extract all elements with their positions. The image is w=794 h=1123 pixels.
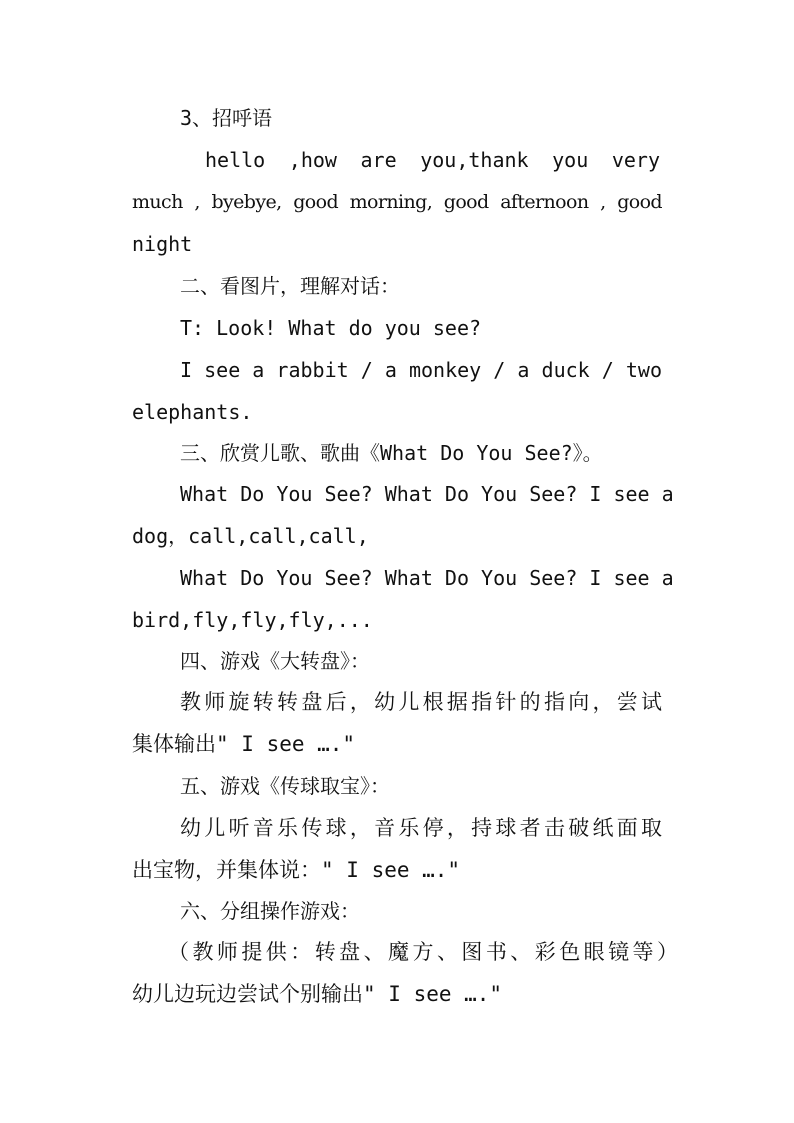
- group-game-line-1: （教师提供：转盘、魔方、图书、彩色眼镜等）: [168, 940, 678, 964]
- song-line-3: What Do You See? What Do You See? I see a: [180, 566, 674, 590]
- group-game-line-2: 幼儿边玩边尝试个别输出" I see ….": [132, 982, 503, 1006]
- section-heading-6: 六、分组操作游戏：: [180, 899, 360, 923]
- dialogue-line-3: elephants.: [132, 400, 253, 424]
- section-heading-2: 二、看图片，理解对话：: [180, 274, 400, 298]
- song-line-2: dog，call,call,call,: [132, 524, 369, 548]
- dialogue-line-1: T: Look! What do you see?: [180, 316, 482, 340]
- heading-greetings: 3、招呼语: [180, 106, 273, 130]
- song-line-4: bird,fly,fly,fly,...: [132, 608, 373, 632]
- game-2-line-2: 出宝物，并集体说：" I see ….": [132, 858, 461, 882]
- game-2-line-1: 幼儿听音乐传球，音乐停，持球者击破纸面取: [180, 816, 662, 840]
- section-heading-3: 三、欣赏儿歌、歌曲《What Do You See?》。: [180, 441, 603, 465]
- greeting-text-line-3: night: [132, 232, 193, 256]
- game-1-line-1: 教师旋转转盘后，幼儿根据指针的指向，尝试: [180, 690, 662, 714]
- section-heading-4: 四、游戏《大转盘》：: [180, 649, 370, 673]
- greeting-text-line-1: hello ,how are you,thank you very: [205, 148, 660, 172]
- dialogue-line-2: I see a rabbit / a monkey / a duck / two: [180, 358, 662, 382]
- song-line-1: What Do You See? What Do You See? I see a: [180, 482, 674, 506]
- greeting-text-line-2: much , byebye, good morning, good afternoon , good: [132, 191, 662, 213]
- game-1-line-2: 集体输出" I see ….": [132, 732, 356, 756]
- section-heading-5: 五、游戏《传球取宝》：: [180, 774, 390, 798]
